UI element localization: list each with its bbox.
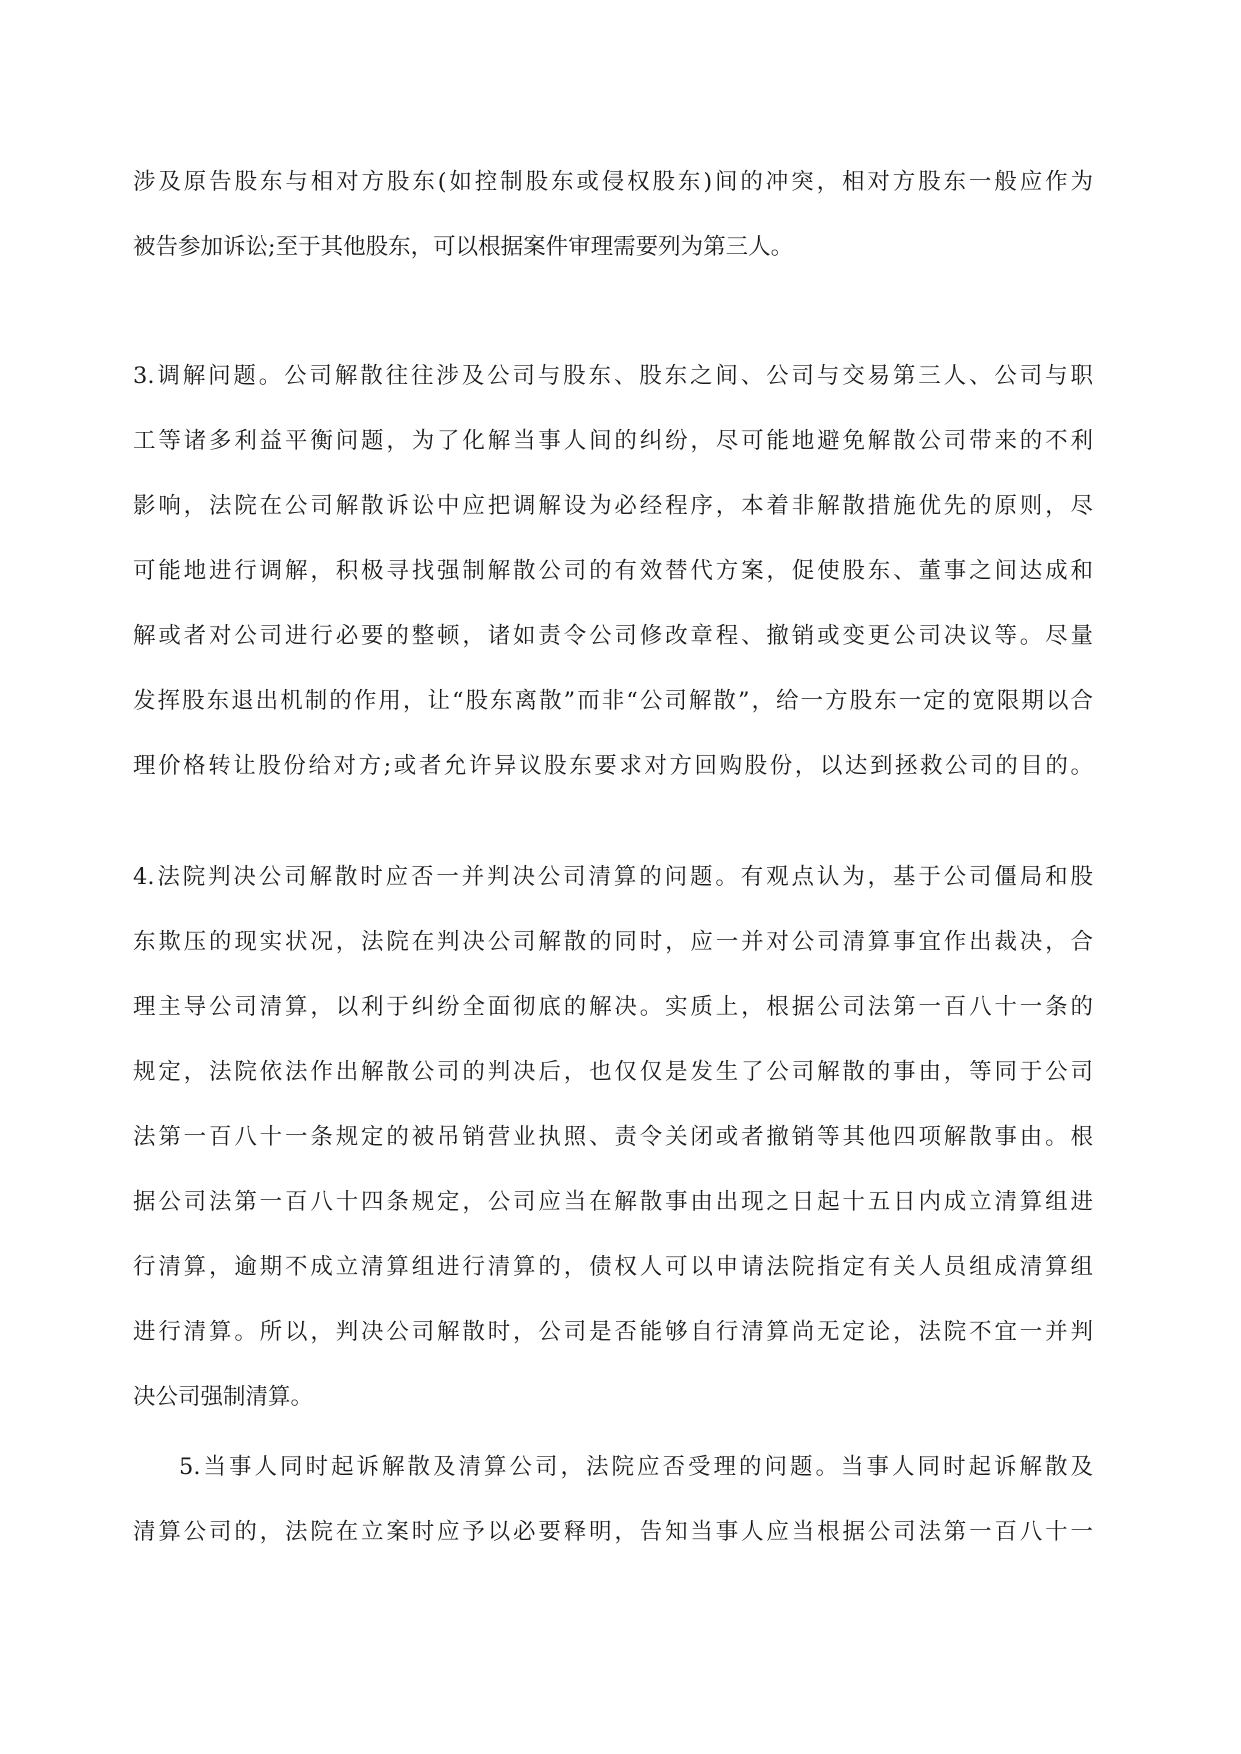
- text-line: 法第一百八十一条规定的被吊销营业执照、责令关闭或者撤销等其他四项解散事由。根: [133, 1124, 1093, 1150]
- text-line: 据公司法第一百八十四条规定，公司应当在解散事由出现之日起十五日内成立清算组进: [133, 1189, 1093, 1215]
- text-line: 东欺压的现实状况，法院在判决公司解散的同时，应一并对公司清算事宜作出裁决，合: [133, 929, 1093, 955]
- text-line: 进行清算。所以，判决公司解散时，公司是否能够自行清算尚无定论，法院不宜一并判: [133, 1319, 1093, 1345]
- text-line: 3.调解问题。公司解散往往涉及公司与股东、股东之间、公司与交易第三人、公司与职: [133, 363, 1093, 389]
- text-line: 理价格转让股份给对方;或者允许异议股东要求对方回购股份，以达到拯救公司的目的。: [133, 753, 1093, 779]
- text-line: 清算公司的，法院在立案时应予以必要释明，告知当事人应当根据公司法第一百八十一: [133, 1519, 1093, 1545]
- text-line: 决公司强制清算。: [133, 1384, 314, 1410]
- text-line: 行清算，逾期不成立清算组进行清算的，债权人可以申请法院指定有关人员组成清算组: [133, 1254, 1093, 1280]
- text-line: 理主导公司清算，以利于纠纷全面彻底的解决。实质上，根据公司法第一百八十一条的: [133, 994, 1093, 1020]
- text-line: 涉及原告股东与相对方股东(如控制股东或侵权股东)间的冲突，相对方股东一般应作为: [133, 169, 1093, 195]
- text-line: 4.法院判决公司解散时应否一并判决公司清算的问题。有观点认为，基于公司僵局和股: [133, 864, 1093, 890]
- paragraph-parties: [133, 150, 1093, 280]
- text-line: 被告参加诉讼;至于其他股东，可以根据案件审理需要列为第三人。: [133, 234, 794, 260]
- paragraph-liquidation-judgment: [133, 845, 1093, 1430]
- text-line: 影响，法院在公司解散诉讼中应把调解设为必经程序，本着非解散措施优先的原则，尽: [133, 493, 1093, 519]
- text-line: 发挥股东退出机制的作用，让“股东离散”而非“公司解散”，给一方股东一定的宽限期以合: [133, 688, 1093, 714]
- paragraph-mediation: [133, 344, 1093, 799]
- text-line: 工等诸多利益平衡问题，为了化解当事人间的纠纷，尽可能地避免解散公司带来的不利: [133, 428, 1093, 454]
- text-line: 可能地进行调解，积极寻找强制解散公司的有效替代方案，促使股东、董事之间达成和: [133, 558, 1093, 584]
- text-line: 解或者对公司进行必要的整顿，诸如责令公司修改章程、撤销或变更公司决议等。尽量: [133, 623, 1093, 649]
- text-line: 5.当事人同时起诉解散及清算公司，法院应否受理的问题。当事人同时起诉解散及: [179, 1454, 1093, 1480]
- text-line: 规定，法院依法作出解散公司的判决后，也仅仅是发生了公司解散的事由，等同于公司: [133, 1059, 1093, 1085]
- paragraph-concurrent-suit: [133, 1435, 1093, 1565]
